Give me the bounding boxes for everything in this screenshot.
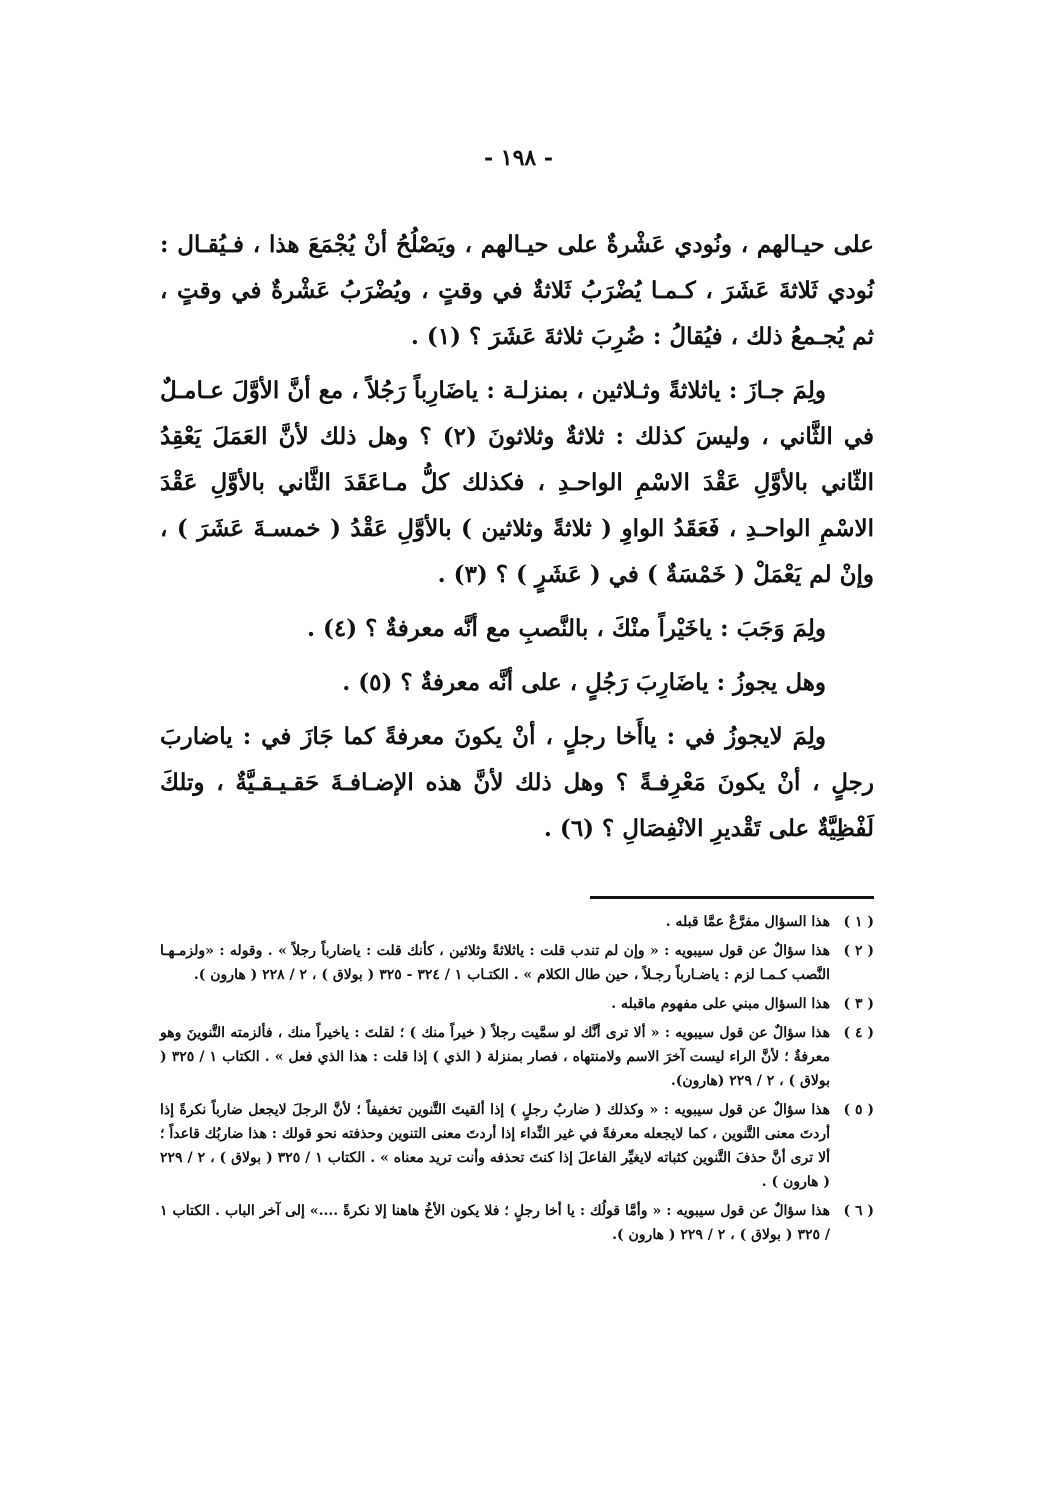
footnote-text: هذا السؤال مفرَّعٌ عمَّا قبله . [665, 914, 830, 930]
page-number: - ١٩٨ - [483, 145, 554, 171]
footnote-text: هذا سؤالٌ عن قول سيبويه : « وإن لم تندب قلت : ياثلاثةً وثلاثين ، كأنك قلت : ياضارباً رجلاً » . وقوله : «ولزمـهـا النَّصب كـمـا لزم : ياضـارباً رجـلاً ، حين طال الكلام » . الكتـاب ١ / ٣٢٤ - ٣٢٥ ( بولاق ) ، ٢ / ٢٢٨ ( هارون ). [160, 943, 830, 983]
paragraph: على حيـالهم ، ونُودي عَشْرةٌ على حيـالهم ، ويَصْلُحُ أنْ يُجْمَعَ هذا ، فـيُقـال : نُودي ثَلاثةَ عَشَرَ ، كـمـا يُضْرَبُ ثَلاثةٌ في وقتٍ ، ويُضْرَبُ عَشْرةٌ في وقتٍ ، ثم يُجـمعُ ذلك ، فيُقالُ : ضُرِبَ ثلاثةَ عَشَرَ ؟ (١) . [160, 231, 874, 350]
paragraph: ولِمَ وَجَبَ : ياخَيْراً منْكَ ، بالنَّصبِ مع أنَّه معرفةٌ ؟ (٤) . [307, 615, 826, 642]
footnote [160, 992, 874, 1016]
footnote-text: هذا سؤالٌ عن قول سيبويه : « ألا ترى أنَّك لو سمَّيت رجلاً ( خيراً منك ) ؛ لقلتَ : ياخيراً منك ، فألزمته التَّنوينَ وهو معرفةٌ ؛ لأنَّ الراء ليست آخرَ الاسم ولامنتهاه ، فصار بمنزلة ( الذي ) إذا قلت : هذا الذي فعل » . الكتاب ١ / ٣٢٥ ( بولاق ) ، ٢ / ٢٢٩ (هارون). [160, 1025, 830, 1089]
footnote [160, 1098, 874, 1194]
paragraph: ولِمَ جـازَ : ياثلاثةً وثـلاثين ، بمنزلـة : ياضَارِباً رَجُلاً ، مع أنَّ الأوَّلَ عـامـلٌ في الثَّاني ، وليسَ كذلك : ثلاثةٌ وثلاثونَ (٢) ؟ وهل ذلك لأنَّ العَمَلَ يَعْقِدُ الثّاني بالأوَّلِ عَقْدَ الاسْمِ الواحـدِ ، فكذلك كلُّ مـاعَقَدَ الثَّاني بالأوَّلِ عَقْدَ الاسْمِ الواحـدِ ، فَعَقَدُ الواوِ ( ثلاثةً وثلاثين ) بالأوَّلِ عَقْدُ ( خمسـةَ عَشَرَ ) ، وإنْ لم يَعْمَلْ ( خَمْسَةٌ ) في ( عَشَرٍ ) ؟ (٣) . [160, 377, 875, 588]
footnote [160, 1199, 874, 1247]
footnotes [160, 910, 874, 1252]
footnote-separator [590, 896, 874, 899]
footnote-text: هذا السؤال مبني على مفهوم ماقبله . [611, 996, 830, 1012]
main-text-body [160, 222, 874, 860]
footnote-number: ( ٤ ) [843, 1025, 874, 1041]
footnote [160, 1021, 874, 1093]
footnote-number: ( ١ ) [843, 914, 874, 930]
footnote-number: ( ٢ ) [843, 943, 874, 959]
footnote-number: ( ٣ ) [843, 996, 874, 1012]
paragraph: ولِمَ لايجوزُ في : ياأَخا رجلٍ ، أنْ يكونَ معرفةً كما جَازَ في : ياضاربَ رجلٍ ، أنْ يكونَ مَعْرِفـةً ؟ وهل ذلك لأنَّ هذه الإضـافـةَ حَقـيـقـيَّةٌ ، وتلكَ لَفْظِيَّةٌ على تَقْديرِ الانْفِصَالِ ؟ (٦) . [160, 723, 874, 842]
footnote [160, 910, 874, 934]
footnote-text: هذا سؤالٌ عن قول سيبويه : « وأمَّا قولُك : يا أخا رجلٍ ؛ فلا يكون الأخُ هاهنا إلا نكرةً ....» إلى آخر الباب . الكتاب ١ / ٣٢٥ ( بولاق ) ، ٢ / ٢٢٩ ( هارون ). [160, 1203, 830, 1243]
paragraph: وهل يجوزُ : ياضَارِبَ رَجُلٍ ، على أنَّه معرفةٌ ؟ (٥) . [342, 669, 826, 696]
footnote [160, 939, 874, 987]
footnote-text: هذا سؤالٌ عن قول سيبويه : « وكذلك ( ضاربُ رجلٍ ) إذا ألقيتَ التَّنوين تخفيفاً ؛ لأنَّ الرجلَ لايجعل ضارباً نكرةً إذا أردتَ معنى التَّنوين ، كما لايجعله معرفةً في غير النِّداء إذا أردتَ معنى التنوين وحذفته نحو قولك : هذا ضاربُك قاعداً ؛ ألا ترى أنَّ حذفَ التَّنوين كثباته لايغيِّر الفاعلَ إذا كنتَ تحذفه وأنت تريد معناه » . الكتاب ١ / ٣٢٥ ( بولاق ) ، ٢ / ٢٢٩ ( هارون ) . [160, 1102, 830, 1190]
footnote-number: ( ٦ ) [843, 1203, 874, 1219]
footnote-number: ( ٥ ) [843, 1102, 874, 1118]
